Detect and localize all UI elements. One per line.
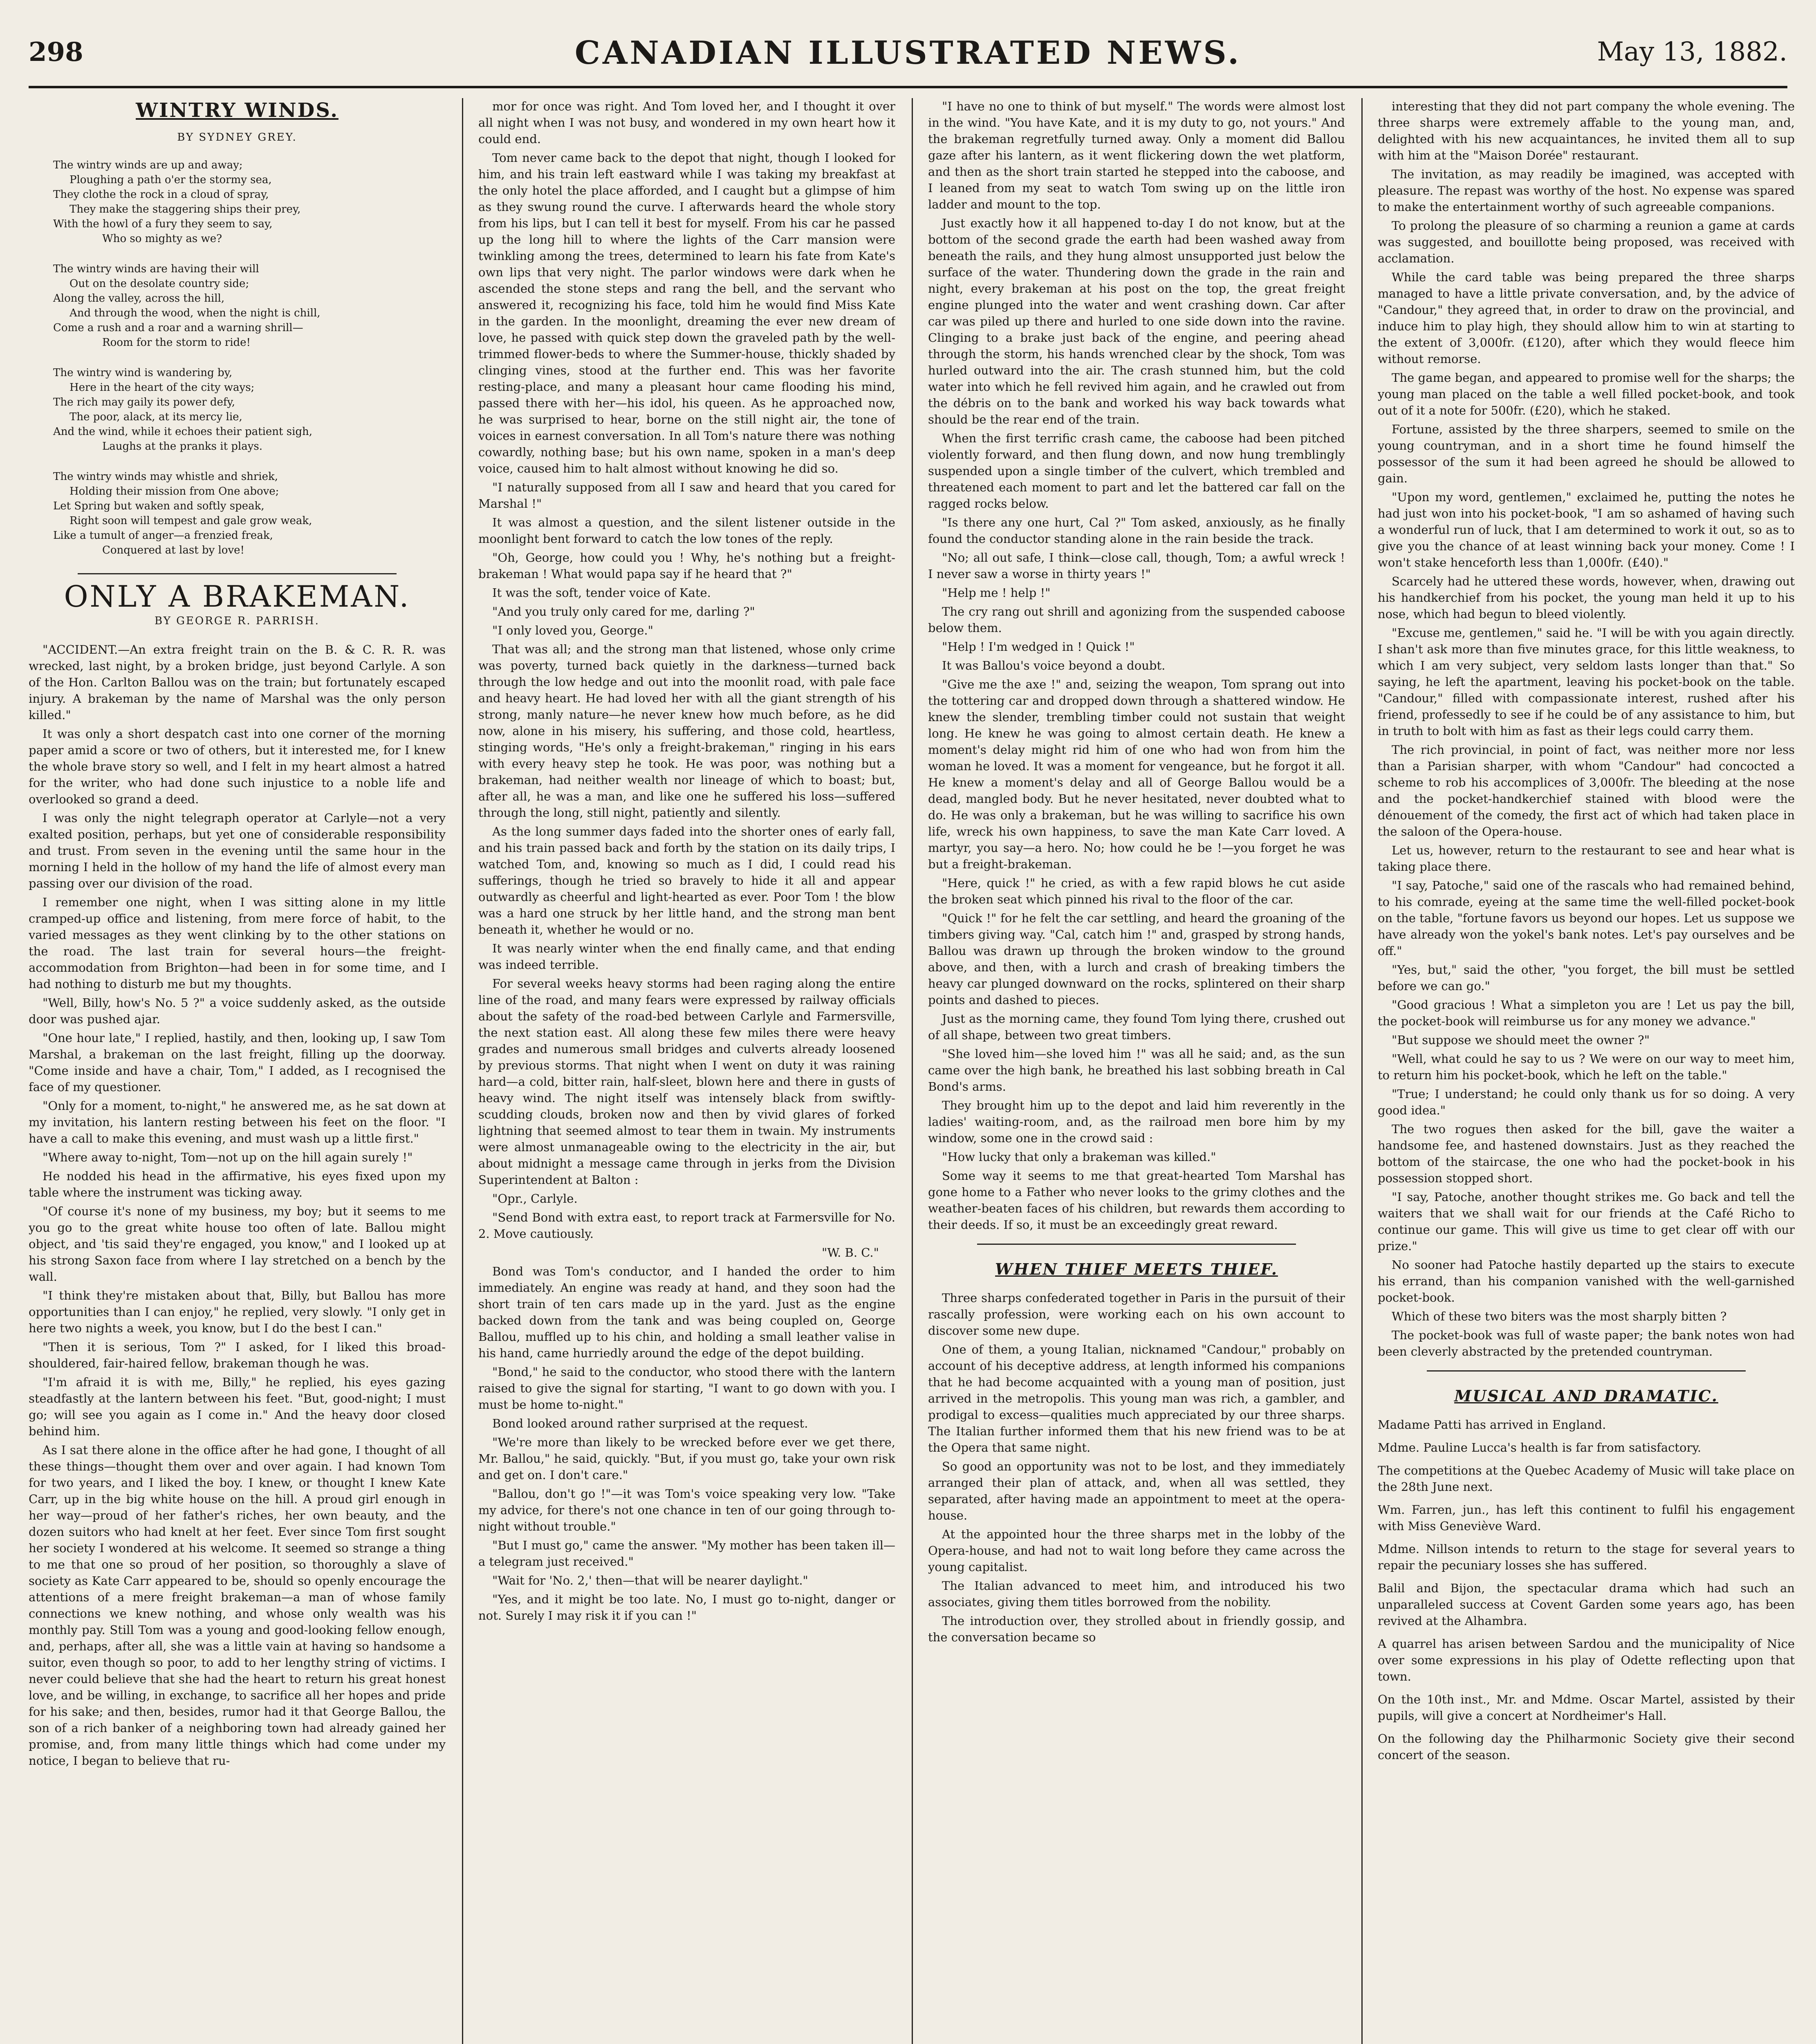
paragraph: Bond looked around rather surprised at the request.: [492, 1416, 808, 1430]
paragraph: Fortune, assisted by the three sharpers, seemed to smile on the young countryman, and in a short time he found himself the possessor of the sum it had been agreed he should be allowed to gain.: [1378, 422, 1795, 485]
paragraph: "Give me the axe !" and, seizing the weapon, Tom sprang out into the tottering car and dropped down through a shattered window. He knew the slender, trembling timber could not sustain that weight long. He knew he was going to almost certain death. He knew a moment's delay might rid him of one who had won from him the woman he loved. It was a moment for vengeance, but he forgot it all. He knew a moment's delay and all of George Ballou would be a dead, mangled body. But he never hesitated, never doubted what to do. He was only a brakeman, but he was willing to sacrifice his own life, wreck his own happiness, to save the man Kate Carr loved. A martyr, you say—a hero. No; how could he be !—you forget he was but a freight-brakeman.: [928, 677, 1345, 871]
paragraph: mor for once was right. And Tom loved her, and I thought it over all night when I was not busy, and wondered in my own heart how it could end.: [478, 99, 895, 146]
paragraph: As I sat there alone in the office after he had gone, I thought of all these things—thought them over and over again. I had known Tom for two years, and I liked the boy. I knew, or thought I knew Kate Carr, up in the big white house on the hill. A proud girl enough in her way—proud of her father's riches, her own beauty, and the dozen suitors who had knelt at her feet. Ever since Tom first sought her society I wondered at his welcome. It seemed so strange a thing to me that one so proud of her position, so thoroughly a slave of society as Kate Carr appeared to be, should so openly encourage the attentions of a mere freight brakeman—a man of whose family connections we knew nothing, and whose only wealth was his monthly pay. Still Tom was a young and good-looking fellow enough, and, perhaps, after all, she was a little vain at having so handsome a suitor, even though so poor, to add to her lengthy string of victims. I never could believe that she had the heart to return his great honest love, and be willing, in exchange, to sacrifice all her hopes and pride for his sake; and then, besides, rumor had it that George Ballou, the son of a rich banker of a neighboring town had already gained her promise, and, from many little things which had come under my notice, I began to believe that ru-: [29, 1443, 446, 1768]
paragraph: "I say, Patoche, another thought strikes me. Go back and tell the waiters that we shall wait for our friends at the Café Richo to continue our game. This will give us time to get clear off with our prize.": [1378, 1190, 1795, 1253]
music-title: MUSICAL AND DRAMATIC.: [1454, 1387, 1718, 1405]
paragraph: It was only a short despatch cast into one corner of the morning paper amid a score or two of others, but it interested me, for I knew the whole brave story so well, and I felt in my heart almost a hatred for the writer, who had done such injustice to a noble life and overlooked so grand a deed.: [29, 727, 446, 806]
paragraph: "Then it is serious, Tom ?" I asked, for I liked this broad-shouldered, fair-haired fellow, brakeman though he was.: [29, 1340, 446, 1370]
paragraph: He nodded his head in the affirmative, his eyes fixed upon my table where the instrument was ticking away.: [29, 1169, 446, 1199]
page-header: [29, 29, 1787, 88]
paragraph: They brought him up to the depot and laid him reverently in the ladies' waiting-room, and, as the railroad men bore him by my window, some one in the crowd said :: [928, 1098, 1345, 1145]
paragraph: When the first terrific crash came, the caboose had been pitched violently forward, and then flung down, and now hung tremblingly suspended upon a single timber of the culvert, which trembled and threatened each moment to part and let the battered car fall on the ragged rocks below.: [928, 431, 1345, 511]
poem-line: The wintry winds are up and away;: [53, 159, 243, 171]
poem-line: The wintry winds may whistle and shriek,: [53, 471, 278, 483]
story-text-col2: [478, 98, 895, 1624]
poem-stanza: [53, 469, 421, 558]
paragraph: "Quick !" for he felt the car settling, and heard the groaning of the timbers giving way. "Cal, catch him !" and, grasped by strong hands, Ballou was drawn up through the broken window to the ground above, and then, with a lurch and crash of breaking timbers the heavy car plunged downward on the rocks, splintered on their sharp points and dashed to pieces.: [928, 911, 1345, 1007]
paragraph: The Italian advanced to meet him, and introduced his two associates, giving them titles borrowed from the nobility.: [928, 1579, 1345, 1609]
paragraph: Let us, however, return to the restaurant to see and hear what is taking place there.: [1378, 843, 1795, 874]
column-rule: [1361, 98, 1363, 2044]
news-item: Balil and Bijon, the spectacular drama which had such an unparalleled success at Covent Garden some years ago, has been revived at the Alhambra.: [1378, 1581, 1795, 1628]
paragraph: "Well, Billy, how's No. 5 ?" a voice suddenly asked, as the outside door was pushed ajar.: [29, 996, 446, 1026]
poem-line: Out on the desolate country side;: [70, 278, 249, 290]
paragraph: "I'm afraid it is with me, Billy," he replied, his eyes gazing steadfastly at the lantern between his feet. "But, good-night; I must go; will see you again as I come in." And the heavy door closed behind him.: [29, 1375, 446, 1438]
paragraph: "Ballou, don't go !"—it was Tom's voice speaking very low. "Take my advice, for there's not one chance in ten of our going through to-night without trouble.": [478, 1487, 895, 1533]
paragraph: "Bond," he said to the conductor, who stood there with the lantern raised to give the signal for starting, "I want to go down with you. I must be home to-night.": [478, 1365, 895, 1412]
thief-text-col4: [1378, 98, 1795, 1360]
paragraph: "Is there any one hurt, Cal ?" Tom asked, anxiously, as he finally found the conductor standing alone in the rain beside the track.: [928, 515, 1345, 546]
paragraph: No sooner had Patoche hastily departed up the stairs to execute his errand, than his companion vanished with the well-garnished pocket-book.: [1378, 1258, 1795, 1304]
thief-title: WHEN THIEF MEETS THIEF.: [995, 1260, 1278, 1278]
poem-line: The wintry wind is wandering by,: [53, 367, 233, 379]
poem-title: WINTRY WINDS.: [136, 99, 339, 122]
paragraph: The cry rang out shrill and agonizing from the suspended caboose below them.: [928, 605, 1345, 635]
paragraph: "Good gracious ! What a simpleton you are ! Let us pay the bill, the pocket-book will reimburse us for any money we advance.": [1378, 998, 1795, 1028]
paragraph: "Wait for 'No. 2,' then—that will be nearer daylight.": [492, 1573, 808, 1587]
paragraph: "No; all out safe, I think—close call, though, Tom; a awful wreck ! I never saw a worse in thirty years !": [928, 551, 1345, 581]
paragraph: "Send Bond with extra east, to report track at Farmersville for No. 2. Move cautiously.: [478, 1210, 895, 1241]
column-2: [478, 98, 895, 2044]
page-number: 298: [29, 37, 83, 67]
paragraph: To prolong the pleasure of so charming a reunion a game at cards was suggested, and bouillotte being proposed, was received with acclamation.: [1378, 219, 1795, 265]
paragraph: I was only the night telegraph operator at Carlyle—not a very exalted position, perhaps, but yet one of considerable responsibility and trust. From seven in the evening until the same hour in the morning I held in the hollow of my hand the life of almost every man passing over our division of the road.: [29, 811, 446, 890]
paragraph: "Oh, George, how could you ! Why, he's nothing but a freight-brakeman ! What would papa say if he heard that ?": [478, 551, 895, 581]
paragraph: Tom never came back to the depot that night, though I looked for him, and his train left eastward while I was taking my breakfast at the only hotel the place afforded, and I caught but a glimpse of him as they swung round the curve. I afterwards heard the whole story from his lips, but I can tell it best for myself. From his car he passed up the long hill to where the lights of the Carr mansion were twinkling among the trees, determined to learn his fate from Kate's own lips that very night. The parlor windows were dark when he ascended the stone steps and rang the bell, and the servant who answered it, recognizing his face, told him he would find Miss Kate in the garden. In the moonlight, dreaming the ever new dream of love, he passed with quick step down the graveled path by the well-trimmed flower-beds to where the Summer-house, thickly shaded by clinging vines, stood at the further end. This was her favorite resting-place, and many a pleasant hour came flooding his mind, passed there with her—his idol, his queen. As he approached now, he was surprised to hear, borne on the still night air, the tone of voices in earnest conversation. In all Tom's nature there was nothing cowardly, nothing base; but his own name, spoken in a man's deep voice, caused him to halt almost without knowing he did so.: [478, 151, 895, 475]
column-rule: [462, 98, 463, 2044]
poem-line: Along the valley, across the hill,: [53, 292, 225, 305]
story-text-col1: [29, 641, 446, 1769]
story-byline: BY GEORGE R. PARRISH.: [155, 615, 320, 627]
paragraph: At the appointed hour the three sharps met in the lobby of the Opera-house, and had not to wait long before they came across the young capitalist.: [928, 1527, 1345, 1574]
poem-line: Conquered at last by love!: [102, 544, 244, 556]
paragraph: Just as the morning came, they found Tom lying there, crushed out of all shape, between two great timbers.: [928, 1012, 1345, 1042]
music-items: [1378, 1416, 1795, 1763]
paragraph: The two rogues then asked for the bill, gave the waiter a handsome fee, and hastened downstairs. Just as they reached the bottom of the staircase, the one who had the pocket-book in his possession stopped short.: [1378, 1122, 1795, 1185]
poem-line: Let Spring but waken and softly speak,: [53, 500, 265, 512]
paragraph: "Upon my word, gentlemen," exclaimed he, putting the notes he had just won into his pocket-book, "I am so ashamed of having such a wonderful run of luck, that I am determined to work it out, so as to give you the chance of at least winning back your money. Come ! I won't stake henceforth less than 1,000fr. (£40).": [1378, 490, 1795, 569]
column-1: [29, 98, 446, 2044]
story-title: ONLY A BRAKEMAN.: [64, 579, 410, 614]
divider: [977, 1244, 1296, 1245]
poem-line: Who so mighty as we?: [102, 233, 222, 245]
poem-byline: BY SYDNEY GREY.: [177, 131, 297, 143]
paragraph: "Opr., Carlyle.: [492, 1192, 578, 1206]
paragraph: "Of course it's none of my business, my boy; but it seems to me you go to the great white house too often of late. Ballou might object, and 'tis said they're engaged, you know," and I looked up at his strong Saxon face from where I lay stretched on a bench by the wall.: [29, 1204, 446, 1284]
paragraph: "We're more than likely to be wrecked before ever we get there, Mr. Ballou," he said, quickly. "But, if you must go, take your own risk and get on. I don't care.": [478, 1435, 895, 1482]
poem-stanza: [53, 158, 421, 246]
poem-line: Like a tumult of anger—a frenzied freak,: [53, 529, 273, 542]
paragraph: The invitation, as may readily be imagined, was accepted with pleasure. The repast was worthy of the host. No expense was spared to make the entertainment worthy of such agreeable companions.: [1378, 167, 1795, 214]
poem-line: With the howl of a fury they seem to say,: [53, 218, 273, 230]
paragraph: As the long summer days faded into the shorter ones of early fall, and his train passed back and forth by the station on its daily trips, I watched Tom, and, knowing so much as I did, I could read his sufferings, though he tried so bravely to hide it all and appear outwardly as cheerful and light-hearted as ever. Poor Tom ! the blow was a hard one struck by her little hand, and the strong man bent beneath it, whether he would or no.: [478, 825, 895, 937]
news-item: Madame Patti has arrived in England.: [1378, 1418, 1606, 1432]
paragraph: "She loved him—she loved him !" was all he said; and, as the sun came over the high bank, he breathed his last sobbing breath in Cal Bond's arms.: [928, 1047, 1345, 1094]
poem-line: The rich may gaily its power defy,: [53, 396, 235, 408]
paragraph: "ACCIDENT.—An extra freight train on the B. & C. R. R. was wrecked, last night, by a broken bridge, just beyond Carlyle. A son of the Hon. Carlton Ballou was on the train; but fortunately escaped injury. A brakeman by the name of Marshal was the only person killed.": [29, 643, 446, 722]
poem-line: Holding their mission from One above;: [70, 485, 279, 498]
poem-line: Come a rush and a roar and a warning shrill—: [53, 322, 303, 334]
thief-text-col3: [928, 1290, 1345, 1645]
paragraph: Some way it seems to me that great-hearted Tom Marshal has gone home to a Father who never looks to the grimy clothes and the weather-beaten faces of his children, but rewards them according to their deeds. If so, it must be an exceedingly great reward.: [928, 1169, 1345, 1232]
paragraph: "Where away to-night, Tom—not up on the hill again surely !": [43, 1150, 413, 1164]
paragraph: "Here, quick !" he cried, as with a few rapid blows he cut aside the broken seat which pinned his rival to the floor of the car.: [928, 876, 1345, 906]
paragraph: "Yes, but," said the other, "you forget, the bill must be settled before we can go.": [1378, 963, 1795, 993]
poem-line: They make the staggering ships their prey,: [70, 203, 301, 215]
poem-line: The poor, alack, at its mercy lie,: [70, 411, 242, 423]
news-item: On the following day the Philharmonic Society give their second concert of the season.: [1378, 1732, 1795, 1762]
news-item: On the 10th inst., Mr. and Mdme. Oscar Martel, assisted by their pupils, will give a concert at Nordheimer's Hall.: [1378, 1692, 1795, 1723]
paragraph: "Excuse me, gentlemen," said he. "I will be with you again directly. I shan't ask more than five minutes grace, for this little weakness, to which I am very subject, very seldom lasts longer than that." So saying, he left the apartment, leaving his pocket-book on the table. "Candour," filled with compassionate interest, rushed after his friend, professedly to see if he could be of any assistance to him, but in truth to bolt with him as fast as their legs could carry them.: [1378, 626, 1795, 738]
paragraph: "Well, what could he say to us ? We were on our way to meet him, to return him his pocket-book, which he left on the table.": [1378, 1052, 1795, 1082]
poem-line: And through the wood, when the night is chill,: [70, 307, 321, 319]
news-item: The competitions at the Quebec Academy of Music will take place on the 28th June next.: [1378, 1464, 1795, 1494]
masthead-title: CANADIAN ILLUSTRATED NEWS.: [574, 34, 1242, 72]
news-item: Wm. Farren, jun., has left this continent to fulfil his engagement with Miss Geneviève Ward.: [1378, 1503, 1795, 1533]
poem-stanza: [53, 262, 421, 350]
poem-body: [29, 158, 446, 558]
paragraph: "But I must go," came the answer. "My mother has been taken ill—a telegram just received.": [478, 1538, 895, 1569]
poem-line: Laughs at the pranks it plays.: [102, 440, 263, 453]
paragraph: It was Ballou's voice beyond a doubt.: [942, 659, 1166, 672]
divider: [1427, 1370, 1746, 1372]
paragraph: The game began, and appeared to promise well for the sharps; the young man placed on the table a well filled pocket-book, and took out of it a note for 500fr. (£20), which he staked.: [1378, 371, 1795, 417]
poem-line: And the wind, while it echoes their patient sigh,: [53, 426, 313, 438]
paragraph: interesting that they did not part company the whole evening. The three sharps were extremely affable to the young man, and, delighted with his new acquaintances, he invited them all to sup with him at the "Maison Dorée" restaurant.: [1378, 99, 1795, 162]
news-item: Mdme. Nillson intends to return to the stage for several years to repair the pecuniary losses she has suffered.: [1378, 1542, 1795, 1572]
paragraph: "But suppose we should meet the owner ?": [1392, 1033, 1650, 1047]
column-3: [928, 98, 1345, 2044]
issue-date: May 13, 1882.: [1597, 37, 1787, 67]
divider: [78, 573, 397, 574]
paragraph: One of them, a young Italian, nicknamed "Candour," probably on account of his deceptive address, at length informed his companions that he had become acquainted with a young man of position, just arrived in the metropolis. This young man was rich, a gambler, and prodigal to excess—qualities much appreciated by our three sharps. The Italian further informed them that his new friend was to be at the Opera that same night.: [928, 1342, 1345, 1455]
paragraph: "True; I understand; he could only thank us for so doing. A very good idea.": [1378, 1087, 1795, 1117]
paragraph: For several weeks heavy storms had been raging along the entire line of the road, and many fears were expressed by railway officials about the safety of the road-bed between Carlyle and Farmersville, the next station east. All along these few miles there were heavy grades and numerous small bridges and culverts already loosened by previous storms. That night when I went on duty it was raining hard—a cold, bitter rain, half-sleet, blown here and there in gusts of heavy wind. The night itself was intensely black from swiftly-scudding clouds, broken now and then by vivid glares of forked lightning that seemed almost to tear them in twain. My instruments were almost unmanageable owing to the electricity in the air, but about midnight a message came through in jerks from the Division Superintendent at Balton :: [478, 977, 895, 1187]
paragraph: "I say, Patoche," said one of the rascals who had remained behind, to his comrade, eyeing at the same time the well-filled pocket-book on the table, "fortune favors us beyond our hopes. Let us suppose we have already won the yokel's bank notes. Let's pay ourselves and be off.": [1378, 879, 1795, 958]
paragraph: That was all; and the strong man that listened, whose only crime was poverty, turned back quietly in the darkness—turned back through the low hedge and out into the moonlit road, with pale face and heavy heart. He had loved her with all the giant strength of his strong, manly nature—he never knew how much before, as he did now, alone in his misery, his suffering, and those cold, heartless, stinging words, "He's only a freight-brakeman," ringing in his ears with every heavy step he took. He was poor, was nothing but a brakeman, had neither wealth nor lineage of which to boast; but, after all, he was a man, and like one he suffered his loss—suffered through the long, still night, patiently and silently.: [478, 642, 895, 820]
paragraph: "I think they're mistaken about that, Billy, but Ballou has more opportunities than I can enjoy," he replied, very slowly. "I only get in here two nights a week, you know, but I do the best I can.": [29, 1289, 446, 1335]
poem-line: Ploughing a path o'er the stormy sea,: [70, 174, 272, 186]
paragraph: The introduction over, they strolled about in friendly gossip, and the conversation became so: [928, 1614, 1345, 1644]
column-4: [1378, 98, 1795, 2044]
paragraph: "I have no one to think of but myself." The words were almost lost in the wind. "You have Kate, and it is my duty to go, not yours." And the brakeman regretfully turned away. Only a moment did Ballou gaze after his lantern, as it went flickering down the wet platform, and then as the short train started he stepped into the caboose, and I leaned from my seat to watch Tom swing up on the little iron ladder and mount to the top.: [928, 99, 1345, 211]
paragraph: "Help me ! help !": [942, 586, 1051, 600]
paragraph: "How lucky that only a brakeman was killed.": [942, 1150, 1216, 1164]
paragraph: "I only loved you, George.": [492, 623, 653, 637]
news-item: Mdme. Pauline Lucca's health is far from satisfactory.: [1378, 1441, 1702, 1455]
poem-line: The wintry winds are having their will: [53, 263, 259, 275]
paragraph: So good an opportunity was not to be lost, and they immediately arranged their plan of attack, and, when all was settled, they separated, after having made an appointment to meet at the opera-house.: [928, 1459, 1345, 1522]
paragraph: Bond was Tom's conductor, and I handed the order to him immediately. An engine was ready at hand, and they soon had the short train of ten cars made up in the yard. Just as the engine backed down from the tank and was being coupled on, George Ballou, muffled up to his chin, and holding a small leather valise in his hand, came hurriedly around the edge of the depot building.: [478, 1264, 895, 1360]
paragraph: Which of these two biters was the most sharply bitten ?: [1392, 1309, 1727, 1323]
poem-line: Right soon will tempest and gale grow weak,: [70, 515, 312, 527]
column-rule: [912, 98, 913, 2044]
paragraph: "One hour late," I replied, hastily, and then, looking up, I saw Tom Marshal, a brakeman on the last freight, filling up the doorway. "Come inside and have a chair, Tom," I added, as I recognised the face of my questioner.: [29, 1031, 446, 1094]
news-item: A quarrel has arisen between Sardou and the municipality of Nice over some expressions in his play of Odette reflecting upon that town.: [1378, 1637, 1795, 1683]
paragraph: It was the soft, tender voice of Kate.: [492, 586, 711, 600]
paragraph: Just exactly how it all happened to-day I do not know, but at the bottom of the second grade the earth had been washed away from beneath the rails, and they hung almost unsupported just below the surface of the water. Thundering down the grade in the rain and night, every brakeman at his post on the top, the great freight engine plunged into the water and went crashing down. Car after car was piled up there and hurled to one side down into the ravine. Clinging to a brake just back of the engine, and peering ahead through the storm, his hands wrenched clear by the shock, Tom was hurled outward into the air. The crash stunned him, but the cold water into which he fell revived him again, and he crawled out from the débris on to the bank and worked his way back towards what should be the rear end of the train.: [928, 216, 1345, 426]
paragraph: "And you truly only cared for me, darling ?": [492, 605, 755, 619]
poem-line: Room for the storm to ride!: [102, 336, 251, 349]
paragraph: The rich provincial, in point of fact, was neither more nor less than a Parisian sharper, with whom "Candour" had concocted a scheme to rob his accomplices of 3,000fr. The bleeding at the nose and the pocket-handkerchief stained with blood were the dénouement of the comedy, the first act of which had taken place in the saloon of the Opera-house.: [1378, 743, 1795, 838]
paragraph: I remember one night, when I was sitting alone in my little cramped-up office and listening, from mere force of habit, to the varied messages as they went clinking by to the other stations on the road. The last train for several hours—the freight-accommodation from Brighton—had been in for some time, and I had nothing to disturb me but my thoughts.: [29, 895, 446, 991]
paragraph: It was almost a question, and the silent listener outside in the moonlight bent forward to catch the low tones of the reply.: [478, 515, 895, 546]
poem-line: Here in the heart of the city ways;: [70, 381, 255, 394]
poem-line: They clothe the rock in a cloud of spray,: [53, 188, 269, 201]
paragraph: "Help ! I'm wedged in ! Quick !": [942, 640, 1135, 654]
paragraph: While the card table was being prepared the three sharps managed to have a little private conversation, and, by the advice of "Candour," they agreed that, in order to draw on the provincial, and induce him to play high, they should allow him to win at starting to the extent of 3,000fr. (£120), after which they would fleece him without remorse.: [1378, 270, 1795, 366]
paragraph: "I naturally supposed from all I saw and heard that you cared for Marshal !": [478, 480, 895, 511]
paragraph: Scarcely had he uttered these words, however, when, drawing out his handkerchief from his pocket, the young man held it up to his nose, which had begun to bleed violently.: [1378, 574, 1795, 621]
paragraph: Three sharps confederated together in Paris in the pursuit of their rascally profession, were working each on his own account to discover some new dupe.: [928, 1291, 1345, 1338]
paragraph: "Yes, and it might be too late. No, I must go to-night, danger or not. Surely I may risk it if you can !": [478, 1592, 895, 1623]
paragraph: It was nearly winter when the end finally came, and that ending was indeed terrible.: [478, 941, 895, 972]
story-text-col3: [928, 98, 1345, 1233]
paragraph: "Only for a moment, to-night," he answered me, as he sat down at my invitation, his lantern resting between his feet on the floor. "I have a call to make this evening, and must wash up a little first.": [29, 1099, 446, 1145]
paragraph: "W. B. C.": [822, 1246, 879, 1260]
poem-stanza: [53, 365, 421, 454]
paragraph: The pocket-book was full of waste paper; the bank notes won had been cleverly abstracted by the pretended countryman.: [1378, 1328, 1795, 1358]
